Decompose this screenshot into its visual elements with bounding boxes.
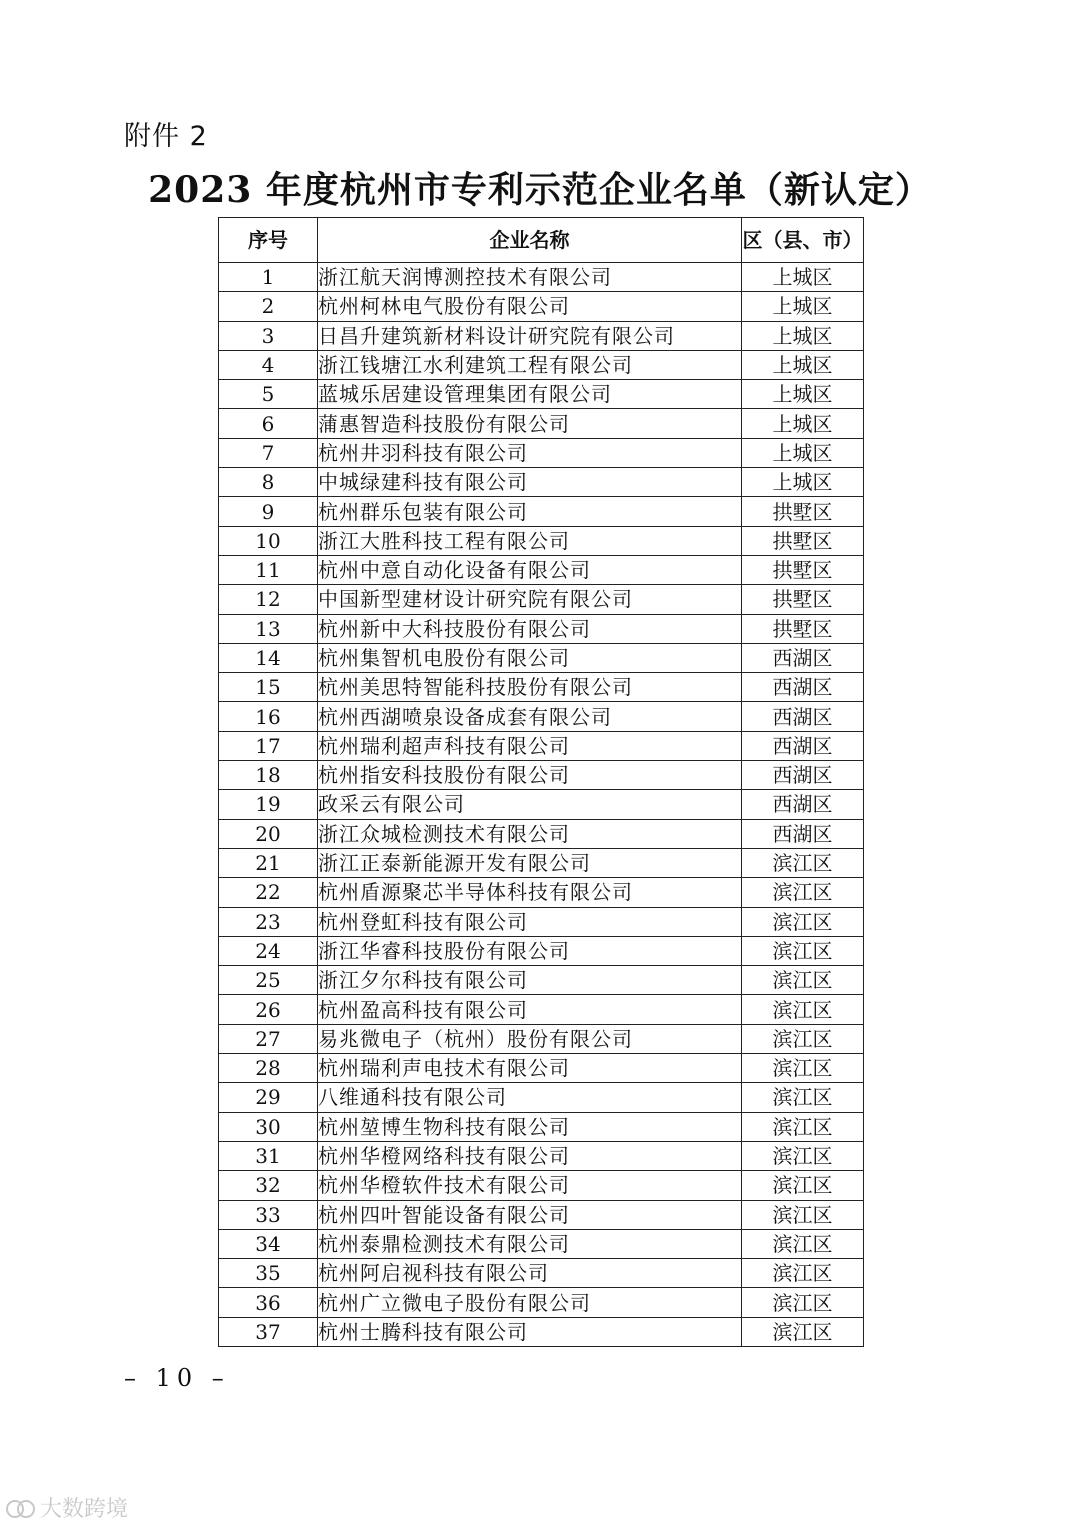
row-company-name: 杭州井羽科技有限公司	[318, 438, 742, 467]
row-serial-number: 36	[219, 1288, 318, 1317]
row-district: 滨江区	[742, 907, 864, 936]
row-company-name: 杭州四叶智能设备有限公司	[318, 1200, 742, 1229]
table-row	[219, 1024, 864, 1053]
table-row	[219, 1259, 864, 1288]
row-company-name: 八维通科技有限公司	[318, 1083, 742, 1112]
row-serial-number: 25	[219, 966, 318, 995]
row-district: 滨江区	[742, 1317, 864, 1346]
row-company-name: 中城绿建科技有限公司	[318, 468, 742, 497]
row-district: 西湖区	[742, 761, 864, 790]
row-serial-number: 28	[219, 1054, 318, 1083]
row-district: 滨江区	[742, 936, 864, 965]
row-district: 拱墅区	[742, 555, 864, 584]
row-company-name: 杭州指安科技股份有限公司	[318, 761, 742, 790]
row-company-name: 杭州盈高科技有限公司	[318, 995, 742, 1024]
table-row	[219, 409, 864, 438]
row-district: 滨江区	[742, 1141, 864, 1170]
row-serial-number: 32	[219, 1171, 318, 1200]
row-company-name: 浙江钱塘江水利建筑工程有限公司	[318, 350, 742, 379]
page-number: – 10 –	[124, 1364, 230, 1392]
row-district: 滨江区	[742, 1200, 864, 1229]
table-row	[219, 702, 864, 731]
row-company-name: 杭州华橙网络科技有限公司	[318, 1141, 742, 1170]
document-title: 2023 年度杭州市专利示范企业名单（新认定）	[148, 169, 932, 211]
row-district: 滨江区	[742, 1024, 864, 1053]
row-company-name: 杭州华橙软件技术有限公司	[318, 1171, 742, 1200]
row-serial-number: 3	[219, 321, 318, 350]
row-company-name: 杭州瑞利超声科技有限公司	[318, 731, 742, 760]
row-serial-number: 2	[219, 292, 318, 321]
row-company-name: 浙江众城检测技术有限公司	[318, 819, 742, 848]
row-company-name: 杭州广立微电子股份有限公司	[318, 1288, 742, 1317]
row-district: 滨江区	[742, 1171, 864, 1200]
row-district: 滨江区	[742, 1083, 864, 1112]
row-district: 滨江区	[742, 1288, 864, 1317]
row-district: 上城区	[742, 468, 864, 497]
table-row	[219, 380, 864, 409]
row-company-name: 易兆微电子（杭州）股份有限公司	[318, 1024, 742, 1053]
row-serial-number: 31	[219, 1141, 318, 1170]
table-body	[219, 263, 864, 1347]
table-row	[219, 263, 864, 292]
row-company-name: 杭州阿启视科技有限公司	[318, 1259, 742, 1288]
table-row	[219, 731, 864, 760]
row-district: 上城区	[742, 350, 864, 379]
table-row	[219, 1083, 864, 1112]
table-row	[219, 1200, 864, 1229]
row-district: 西湖区	[742, 702, 864, 731]
row-serial-number: 30	[219, 1112, 318, 1141]
row-serial-number: 26	[219, 995, 318, 1024]
row-company-name: 杭州柯林电气股份有限公司	[318, 292, 742, 321]
table-row	[219, 497, 864, 526]
row-serial-number: 23	[219, 907, 318, 936]
row-serial-number: 18	[219, 761, 318, 790]
row-company-name: 浙江夕尔科技有限公司	[318, 966, 742, 995]
table-row	[219, 848, 864, 877]
watermark-text: 大数跨境	[40, 1497, 129, 1522]
row-district: 滨江区	[742, 1259, 864, 1288]
table-row	[219, 321, 864, 350]
row-company-name: 浙江大胜科技工程有限公司	[318, 526, 742, 555]
row-district: 西湖区	[742, 790, 864, 819]
row-district: 拱墅区	[742, 497, 864, 526]
row-district: 滨江区	[742, 1112, 864, 1141]
watermark-logo-icon	[6, 1497, 34, 1519]
row-serial-number: 27	[219, 1024, 318, 1053]
row-serial-number: 20	[219, 819, 318, 848]
row-company-name: 日昌升建筑新材料设计研究院有限公司	[318, 321, 742, 350]
row-company-name: 浙江华睿科技股份有限公司	[318, 936, 742, 965]
row-company-name: 杭州盾源聚芯半导体科技有限公司	[318, 878, 742, 907]
row-company-name: 杭州堃博生物科技有限公司	[318, 1112, 742, 1141]
row-serial-number: 4	[219, 350, 318, 379]
row-serial-number: 1	[219, 263, 318, 292]
header-district: 区（县、市）	[742, 218, 864, 263]
table-row	[219, 643, 864, 672]
row-district: 西湖区	[742, 731, 864, 760]
row-company-name: 杭州新中大科技股份有限公司	[318, 614, 742, 643]
row-company-name: 杭州西湖喷泉设备成套有限公司	[318, 702, 742, 731]
row-district: 上城区	[742, 292, 864, 321]
row-district: 上城区	[742, 380, 864, 409]
row-company-name: 政采云有限公司	[318, 790, 742, 819]
table-row	[219, 1288, 864, 1317]
table-row	[219, 1171, 864, 1200]
row-company-name: 杭州美思特智能科技股份有限公司	[318, 673, 742, 702]
row-serial-number: 11	[219, 555, 318, 584]
table-row	[219, 673, 864, 702]
row-company-name: 杭州集智机电股份有限公司	[318, 643, 742, 672]
watermark	[6, 1492, 128, 1523]
header-row	[219, 218, 864, 263]
row-serial-number: 21	[219, 848, 318, 877]
row-district: 拱墅区	[742, 614, 864, 643]
enterprise-table	[218, 217, 864, 1347]
table-row	[219, 1141, 864, 1170]
table-row	[219, 1054, 864, 1083]
row-serial-number: 6	[219, 409, 318, 438]
row-serial-number: 35	[219, 1259, 318, 1288]
row-district: 滨江区	[742, 995, 864, 1024]
row-serial-number: 10	[219, 526, 318, 555]
row-serial-number: 34	[219, 1229, 318, 1258]
table-row	[219, 761, 864, 790]
row-serial-number: 8	[219, 468, 318, 497]
table-row	[219, 1317, 864, 1346]
row-district: 滨江区	[742, 878, 864, 907]
row-company-name: 中国新型建材设计研究院有限公司	[318, 585, 742, 614]
row-company-name: 浙江正泰新能源开发有限公司	[318, 848, 742, 877]
row-district: 上城区	[742, 263, 864, 292]
table-row	[219, 966, 864, 995]
row-company-name: 杭州士腾科技有限公司	[318, 1317, 742, 1346]
table-row	[219, 790, 864, 819]
table-row	[219, 614, 864, 643]
row-company-name: 浙江航天润博测控技术有限公司	[318, 263, 742, 292]
table-row	[219, 1229, 864, 1258]
row-company-name: 杭州中意自动化设备有限公司	[318, 555, 742, 584]
table-row	[219, 1112, 864, 1141]
table-row	[219, 555, 864, 584]
row-district: 滨江区	[742, 848, 864, 877]
attachment-label: 附件 2	[124, 121, 208, 152]
row-serial-number: 33	[219, 1200, 318, 1229]
row-serial-number: 16	[219, 702, 318, 731]
table-row	[219, 936, 864, 965]
row-district: 滨江区	[742, 966, 864, 995]
row-district: 上城区	[742, 438, 864, 467]
row-district: 拱墅区	[742, 526, 864, 555]
row-serial-number: 7	[219, 438, 318, 467]
row-serial-number: 29	[219, 1083, 318, 1112]
row-serial-number: 9	[219, 497, 318, 526]
row-company-name: 蓝城乐居建设管理集团有限公司	[318, 380, 742, 409]
row-serial-number: 24	[219, 936, 318, 965]
row-serial-number: 12	[219, 585, 318, 614]
row-serial-number: 22	[219, 878, 318, 907]
table-header	[219, 218, 864, 263]
table-row	[219, 995, 864, 1024]
row-district: 滨江区	[742, 1229, 864, 1258]
row-district: 西湖区	[742, 643, 864, 672]
table-row	[219, 350, 864, 379]
table-row	[219, 819, 864, 848]
row-serial-number: 13	[219, 614, 318, 643]
row-company-name: 杭州泰鼎检测技术有限公司	[318, 1229, 742, 1258]
table-row	[219, 878, 864, 907]
row-company-name: 蒲惠智造科技股份有限公司	[318, 409, 742, 438]
row-serial-number: 5	[219, 380, 318, 409]
table-row	[219, 292, 864, 321]
table-row	[219, 526, 864, 555]
row-company-name: 杭州瑞利声电技术有限公司	[318, 1054, 742, 1083]
header-serial-number: 序号	[219, 218, 318, 263]
header-company-name: 企业名称	[318, 218, 742, 263]
table-row	[219, 907, 864, 936]
row-serial-number: 19	[219, 790, 318, 819]
row-district: 拱墅区	[742, 585, 864, 614]
table-row	[219, 585, 864, 614]
row-district: 西湖区	[742, 673, 864, 702]
row-serial-number: 37	[219, 1317, 318, 1346]
table-row	[219, 468, 864, 497]
row-district: 上城区	[742, 321, 864, 350]
row-serial-number: 14	[219, 643, 318, 672]
row-serial-number: 15	[219, 673, 318, 702]
row-serial-number: 17	[219, 731, 318, 760]
table-row	[219, 438, 864, 467]
row-district: 滨江区	[742, 1054, 864, 1083]
row-company-name: 杭州登虹科技有限公司	[318, 907, 742, 936]
row-company-name: 杭州群乐包装有限公司	[318, 497, 742, 526]
row-district: 上城区	[742, 409, 864, 438]
row-district: 西湖区	[742, 819, 864, 848]
